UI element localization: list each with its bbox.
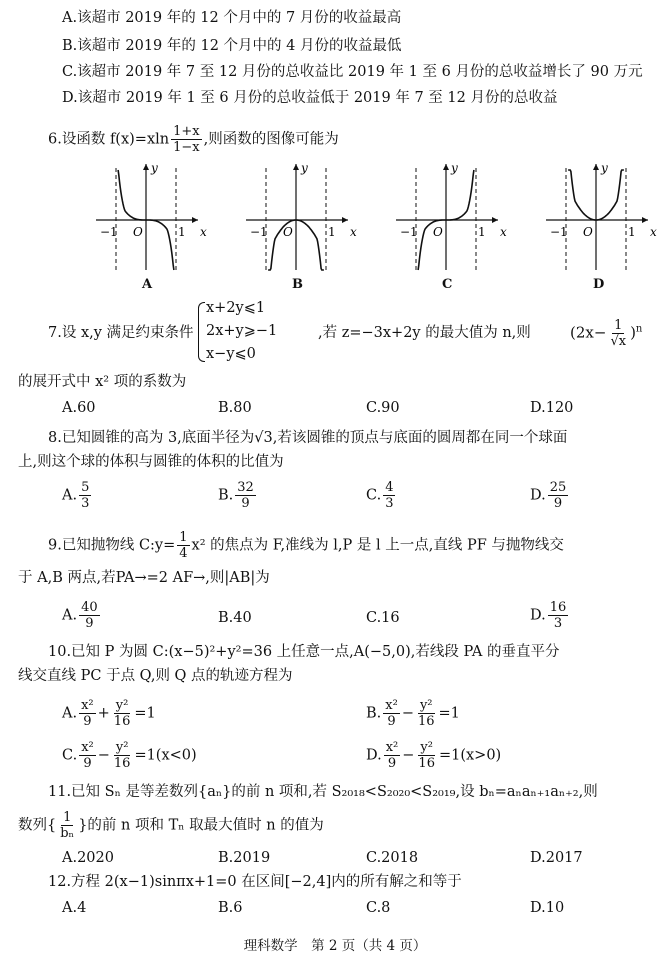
q8-option-c	[366, 480, 397, 511]
q9-d-label: D.	[530, 607, 546, 624]
q11-l2-num: 1	[63, 810, 72, 825]
q6-frac-den: 1−x	[173, 140, 200, 155]
graph-a-y-label: y	[151, 161, 158, 175]
q9-prefix: 9.已知抛物线 C:y=	[48, 537, 176, 554]
q7-expr-left: (2x−	[570, 323, 607, 342]
q10-line1: 10.已知 P 为圆 C:(x−5)²+y²=36 上任意一点,A(−5,0),若线段 PA 的垂直平分	[48, 644, 560, 660]
graph-b-x-arrow	[342, 217, 348, 223]
q8-a-label: A.	[62, 487, 78, 504]
q11-option-c: C.2018	[366, 850, 419, 866]
graph-a-tick-neg: −1	[100, 225, 118, 239]
q10-a-n2: y²	[115, 698, 129, 713]
graph-a-tick-pos: 1	[178, 225, 186, 239]
q8-d-label: D.	[530, 487, 546, 504]
q10-c-label: C.	[62, 747, 78, 764]
q9-a-den: 9	[85, 616, 94, 631]
q7-constraint-3: x−y⩽0	[206, 346, 256, 362]
q9-line2: 于 A,B 两点,若PA→=2 AF→,则|AB|为	[18, 570, 270, 586]
q8-d-den: 9	[553, 496, 563, 511]
q10-d-d1: 9	[387, 756, 397, 771]
q8-b-num: 32	[237, 480, 254, 495]
q10-d-n2: y²	[420, 740, 433, 755]
q7-option-a: A.60	[62, 400, 96, 416]
graph-c-origin: O	[433, 225, 443, 239]
q10-c-d2: 16	[113, 756, 131, 771]
graph-c-y-label: y	[451, 161, 458, 175]
q10-c-d1: 9	[83, 756, 92, 771]
q6-stem	[48, 124, 339, 155]
q10-line2: 线交直线 PC 于点 Q,则 Q 点的轨迹方程为	[18, 668, 293, 684]
q7-expr-frac	[608, 318, 628, 349]
q10-b-n1: x²	[385, 698, 398, 713]
q12-option-d: D.10	[530, 900, 565, 916]
graph-d-y-label: y	[601, 161, 608, 175]
q10-d-op: −	[402, 747, 415, 764]
q11-l2-prefix: 数列{	[18, 817, 57, 834]
q8-b-den: 9	[241, 496, 250, 511]
graph-b-origin: O	[283, 225, 293, 239]
q10-a-op: +	[97, 705, 110, 722]
graph-b-y-label: y	[301, 161, 308, 175]
graph-b-tick-neg: −1	[250, 225, 268, 239]
graph-d-tick-neg: −1	[550, 225, 568, 239]
graph-c-x-label: x	[500, 225, 507, 239]
graph-d-origin: O	[583, 225, 593, 239]
q7-option-b: B.80	[218, 400, 252, 416]
q6-fraction	[171, 124, 202, 155]
q10-a-label: A.	[62, 705, 78, 722]
q9-option-c: C.16	[366, 610, 400, 626]
q9-a-label: A.	[62, 607, 78, 624]
q7-option-d: D.120	[530, 400, 574, 416]
q10-option-c	[62, 740, 197, 771]
graph-label-c: C	[442, 277, 453, 292]
q10-b-tail: =1	[438, 705, 460, 722]
q5-option-d: D.该超市 2019 年 1 至 6 月份的总收益低于 2019 年 7 至 12 月份的总收益	[62, 90, 558, 106]
q8-d-num: 25	[549, 480, 567, 495]
graph-d-x-label: x	[650, 225, 657, 239]
q9-option-a	[62, 600, 102, 631]
q7-expr-right: )	[630, 323, 636, 342]
q10-option-a	[62, 698, 156, 729]
q12-option-a: A.4	[62, 900, 87, 916]
q6-frac-num: 1+x	[173, 124, 200, 139]
q7-constraint-2: 2x+y⩾−1	[206, 323, 278, 339]
q7-mid: ,若 z=−3x+2y 的最大值为 n,则	[318, 325, 531, 341]
q7-expression	[570, 318, 642, 349]
q10-a-d2: 16	[113, 714, 131, 729]
q11-line1: 11.已知 Sₙ 是等差数列{aₙ}的前 n 项和,若 S₂₀₁₈<S₂₀₂₀<S₂₀₁₉,设 bₙ=aₙaₙ₊₁aₙ₊₂,则	[48, 784, 598, 800]
q10-b-op: −	[401, 705, 414, 722]
q9-frac-den: 4	[179, 546, 188, 561]
q11-option-b: B.2019	[218, 850, 271, 866]
q9-line1	[48, 530, 564, 561]
graph-c-tick-pos: 1	[478, 225, 486, 239]
q12-line1: 12.方程 2(x−1)sinπx+1=0 在区间[−2,4]内的所有解之和等于	[48, 874, 462, 890]
q9-frac-num: 1	[179, 530, 188, 545]
q8-option-d	[530, 480, 570, 511]
q10-c-n2: y²	[115, 740, 129, 755]
q11-l2-suffix: }的前 n 项和 Tₙ 取最大值时 n 的值为	[78, 817, 324, 834]
graph-a-x-label: x	[200, 225, 207, 239]
q11-option-d: D.2017	[530, 850, 583, 866]
q10-b-d2: 16	[417, 714, 435, 729]
q11-l2-den: bₙ	[60, 826, 75, 841]
q10-c-op: −	[97, 747, 110, 764]
q10-d-label: D.	[366, 747, 382, 764]
graph-label-a: A	[142, 277, 153, 292]
graph-b-x-label: x	[350, 225, 357, 239]
graph-label-d: D	[593, 277, 605, 292]
q5-option-c: C.该超市 2019 年 7 至 12 月份的总收益比 2019 年 1 至 6 月份的总收益增长了 90 万元	[62, 64, 643, 80]
q5-option-b: B.该超市 2019 年的 12 个月中的 4 月份的收益最低	[62, 38, 402, 54]
q8-c-num: 4	[385, 480, 394, 495]
q10-d-d2: 16	[418, 756, 435, 771]
q7-expr-num: 1	[614, 318, 623, 333]
q7-option-c: C.90	[366, 400, 400, 416]
q8-b-label: B.	[218, 487, 234, 504]
q8-line2: 上,则这个球的体积与圆锥的体积的比值为	[18, 454, 284, 470]
q7-prefix: 7.设 x,y 满足约束条件	[48, 325, 194, 341]
graph-d-x-arrow	[642, 217, 648, 223]
q7-line2: 的展开式中 x² 项的系数为	[18, 374, 187, 390]
q7-constraint-1: x+2y⩽1	[206, 300, 266, 316]
q8-c-den: 3	[385, 496, 394, 511]
q10-c-n1: x²	[81, 740, 94, 755]
q10-a-d1: 9	[83, 714, 92, 729]
q10-b-n2: y²	[419, 698, 433, 713]
graph-c-y-arrow	[443, 164, 449, 170]
q8-c-label: C.	[366, 487, 382, 504]
q9-option-d	[530, 600, 570, 631]
q10-option-b	[366, 698, 460, 729]
q10-c-tail: =1(x<0)	[134, 747, 197, 764]
graph-d-tick-pos: 1	[628, 225, 636, 239]
graph-d-y-arrow	[593, 164, 599, 170]
q8-option-b	[218, 480, 258, 511]
q10-b-d1: 9	[387, 714, 396, 729]
graph-a-origin: O	[133, 225, 143, 239]
q9-a-num: 40	[81, 600, 98, 615]
q9-option-b: B.40	[218, 610, 252, 626]
q6-prefix: 6.设函数 f(x)=xln	[48, 131, 170, 148]
q10-b-label: B.	[366, 705, 382, 722]
q6-suffix: ,则函数的图像可能为	[203, 131, 339, 148]
q12-option-c: C.8	[366, 900, 391, 916]
graph-b-y-arrow	[293, 164, 299, 170]
q10-d-tail: =1(x>0)	[438, 747, 502, 764]
graph-c-x-arrow	[492, 217, 498, 223]
q7-expr-power: n	[635, 323, 643, 335]
q8-a-num: 5	[81, 480, 90, 495]
page-footer: 理科数学 第 2 页（共 4 页）	[243, 938, 427, 954]
q10-a-tail: =1	[134, 705, 156, 722]
graph-c-tick-neg: −1	[400, 225, 418, 239]
q8-a-den: 3	[81, 496, 90, 511]
q11-option-a: A.2020	[62, 850, 114, 866]
graph-b-tick-pos: 1	[328, 225, 336, 239]
q8-line1: 8.已知圆锥的高为 3,底面半径为√3,若该圆锥的顶点与底面的圆周都在同一个球面	[48, 430, 568, 446]
q5-option-a: A.该超市 2019 年的 12 个月中的 7 月份的收益最高	[62, 10, 402, 26]
q6-graphs	[0, 158, 670, 308]
q10-a-n1: x²	[81, 698, 94, 713]
graph-a-x-arrow	[192, 217, 198, 223]
q8-option-a	[62, 480, 93, 511]
q10-d-n1: x²	[385, 740, 399, 755]
q12-option-b: B.6	[218, 900, 243, 916]
q9-d-den: 3	[553, 616, 563, 631]
q11-line2	[18, 810, 324, 841]
q7-expr-den: √x	[610, 334, 627, 349]
q9-suffix: x² 的焦点为 F,准线为 l,P 是 l 上一点,直线 PF 与抛物线交	[191, 537, 564, 554]
q7-brace	[198, 302, 205, 362]
graph-label-b: B	[292, 277, 303, 292]
graph-a-y-arrow	[143, 164, 149, 170]
q10-option-d	[366, 740, 501, 771]
q9-d-num: 16	[549, 600, 567, 615]
